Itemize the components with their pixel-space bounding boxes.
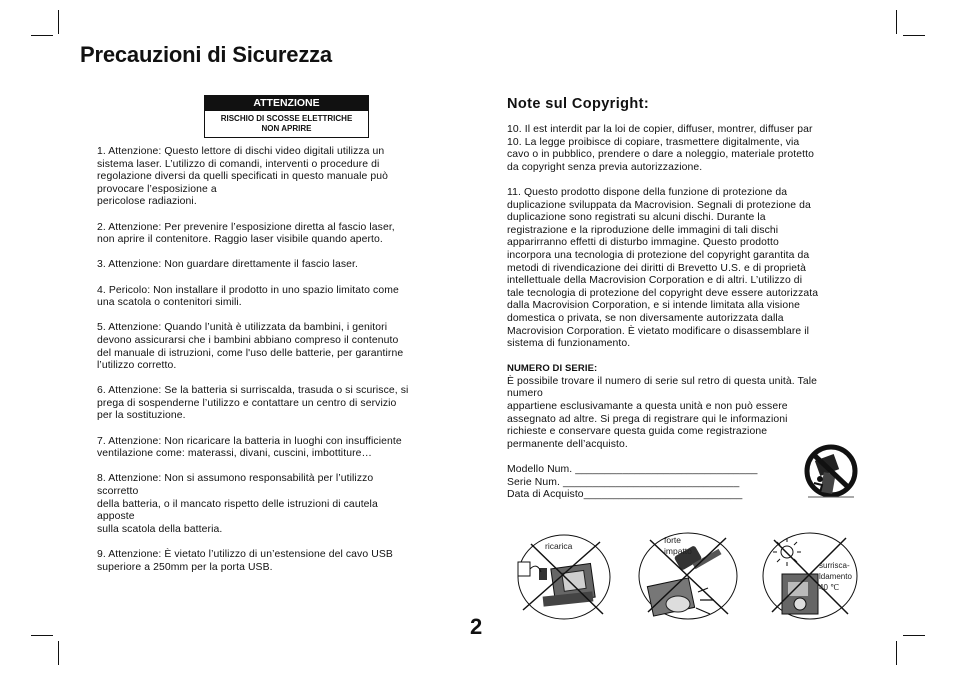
page-title: Precauzioni di Sicurezza (80, 42, 332, 67)
heat-label: surrisca- (819, 561, 850, 570)
serial-paragraph: È possibile trovare il numero di serie sul retro di questa unità. Tale numero appartiene esclusivamante a questa unità e non può essere assegnato ad altre. Si prega di registrare qui le informazioni richieste e conservare questa guida come registrazione permanente dell’acquisto. (507, 375, 818, 450)
crop-mark (903, 35, 925, 36)
heat-label: ldamento (819, 572, 852, 581)
purchase-date-field: Data di Acquisto___________________________ (507, 489, 743, 501)
precaution-item: 8. Attenzione: Non si assumono responsabilità per l’utilizzo scorretto della batteria, o il mancato rispetto delle istruzioni di cautela apposte sulla scatola della batteria. (97, 473, 378, 535)
page-number: 2 (470, 614, 483, 639)
copyright-paragraph: 11. Questo prodotto dispone della funzione di protezione da duplicazione sviluppata da Macrovision. Segnali di protezione da duplicazione sono registrati su alcuni dischi. Durante la registrazione e la riproduzione delle immagini di tali dischi apparirranno effetti di disturbo immagine. Questo prodotto incorpora una tecnologia di protezione del copyright garantita da metodi di rivendicazione dei diritti di Brevetto U.S. e di proprietà intellettuale della Macrovision Corporation e di altri. L’utilizzo di tale tecnologia di protezione del copyright deve essere autorizzata dalla Macrovision Corporation, e si intende limitata alla visione domestica o privata, se non diversamente autorizzata dalla Macrovision Corporation. È vietato modificare o disassemblare il sistema di funzionamento. (507, 186, 819, 350)
copyright-heading: Note sul Copyright: (507, 96, 650, 112)
precaution-item: 3. Attenzione: Non guardare direttamente il fascio laser. (97, 259, 358, 271)
crop-mark (58, 10, 59, 34)
serial-heading: NUMERO DI SERIE: (507, 363, 598, 375)
crop-mark (896, 641, 897, 665)
heat-label: 40 ℃ (819, 583, 840, 592)
model-number-field: Modello Num. _______________________________ (507, 464, 758, 476)
safety-precautions-list (97, 146, 459, 587)
no-recharge-icon (515, 532, 613, 622)
warning-heading: ATTENZIONE (205, 96, 368, 111)
no-tipping-over-icon (800, 443, 862, 501)
precaution-item: 2. Attenzione: Per prevenire l’esposizione diretta al fascio laser, non aprire il contenitore. Raggio laser visibile quando aperto. (97, 221, 395, 246)
no-heat-icon (760, 530, 860, 622)
precaution-item: 6. Attenzione: Se la batteria si surriscalda, trasuda o si scurisce, si prega di sospenderne l’utilizzo e contattare un centro di servizio per la sostituzione. (97, 385, 409, 422)
precaution-item: 1. Attenzione: Questo lettore di dischi video digitali utilizza un sistema laser. L’utilizzo di comandi, interventi o procedure di regolazione diversi da quelli specificati in questo manuale può provocare l’esposizione a pericolose radiazioni. (97, 146, 389, 208)
warning-box (204, 95, 369, 138)
warning-text (205, 111, 368, 137)
serial-number-field: Serie Num. ______________________________ (507, 476, 740, 488)
impact-label: forte (664, 535, 682, 545)
crop-mark (31, 635, 53, 636)
precaution-item: 7. Attenzione: Non ricaricare la batteria in luoghi con insufficiente ventilazione come: materassi, divani, cuscini, imbottiture… (97, 435, 402, 460)
precaution-item: 9. Attenzione: È vietato l’utilizzo di un’estensione del cavo USB superiore a 250mm per la porta USB. (97, 549, 393, 573)
crop-mark (896, 10, 897, 34)
copyright-paragraph: 10. Il est interdit par la loi de copier, diffuser, montrer, diffuser par 10. La legge proibisce di copiare, trasmettere digitalmente, via cavo o in pubblico, prendere o dare a noleggio, materiale protetto da copyright senza previa autorizzazione. (507, 124, 814, 173)
crop-mark (903, 635, 925, 636)
warning-line: RISCHIO DI SCOSSE ELETTRICHE (220, 114, 353, 123)
warning-line: NON APRIRE (261, 124, 312, 133)
crop-mark (58, 641, 59, 665)
recharge-label: ricarica (545, 541, 573, 551)
precaution-item: 5. Attenzione: Quando l’unità è utilizzata da bambini, i genitori devono assicurarsi che i bambini abbiano compreso il contenuto del manuale di istruzioni, come l'uso delle batterie, per garantirne l’utilizzo corretto. (97, 322, 404, 372)
precaution-item: 4. Pericolo: Non installare il prodotto in uno spazio limitato come una scatola o contenitori simili. (97, 284, 399, 309)
impact-label: impatto (664, 546, 692, 556)
no-impact-icon (636, 530, 740, 622)
crop-mark (31, 35, 53, 36)
